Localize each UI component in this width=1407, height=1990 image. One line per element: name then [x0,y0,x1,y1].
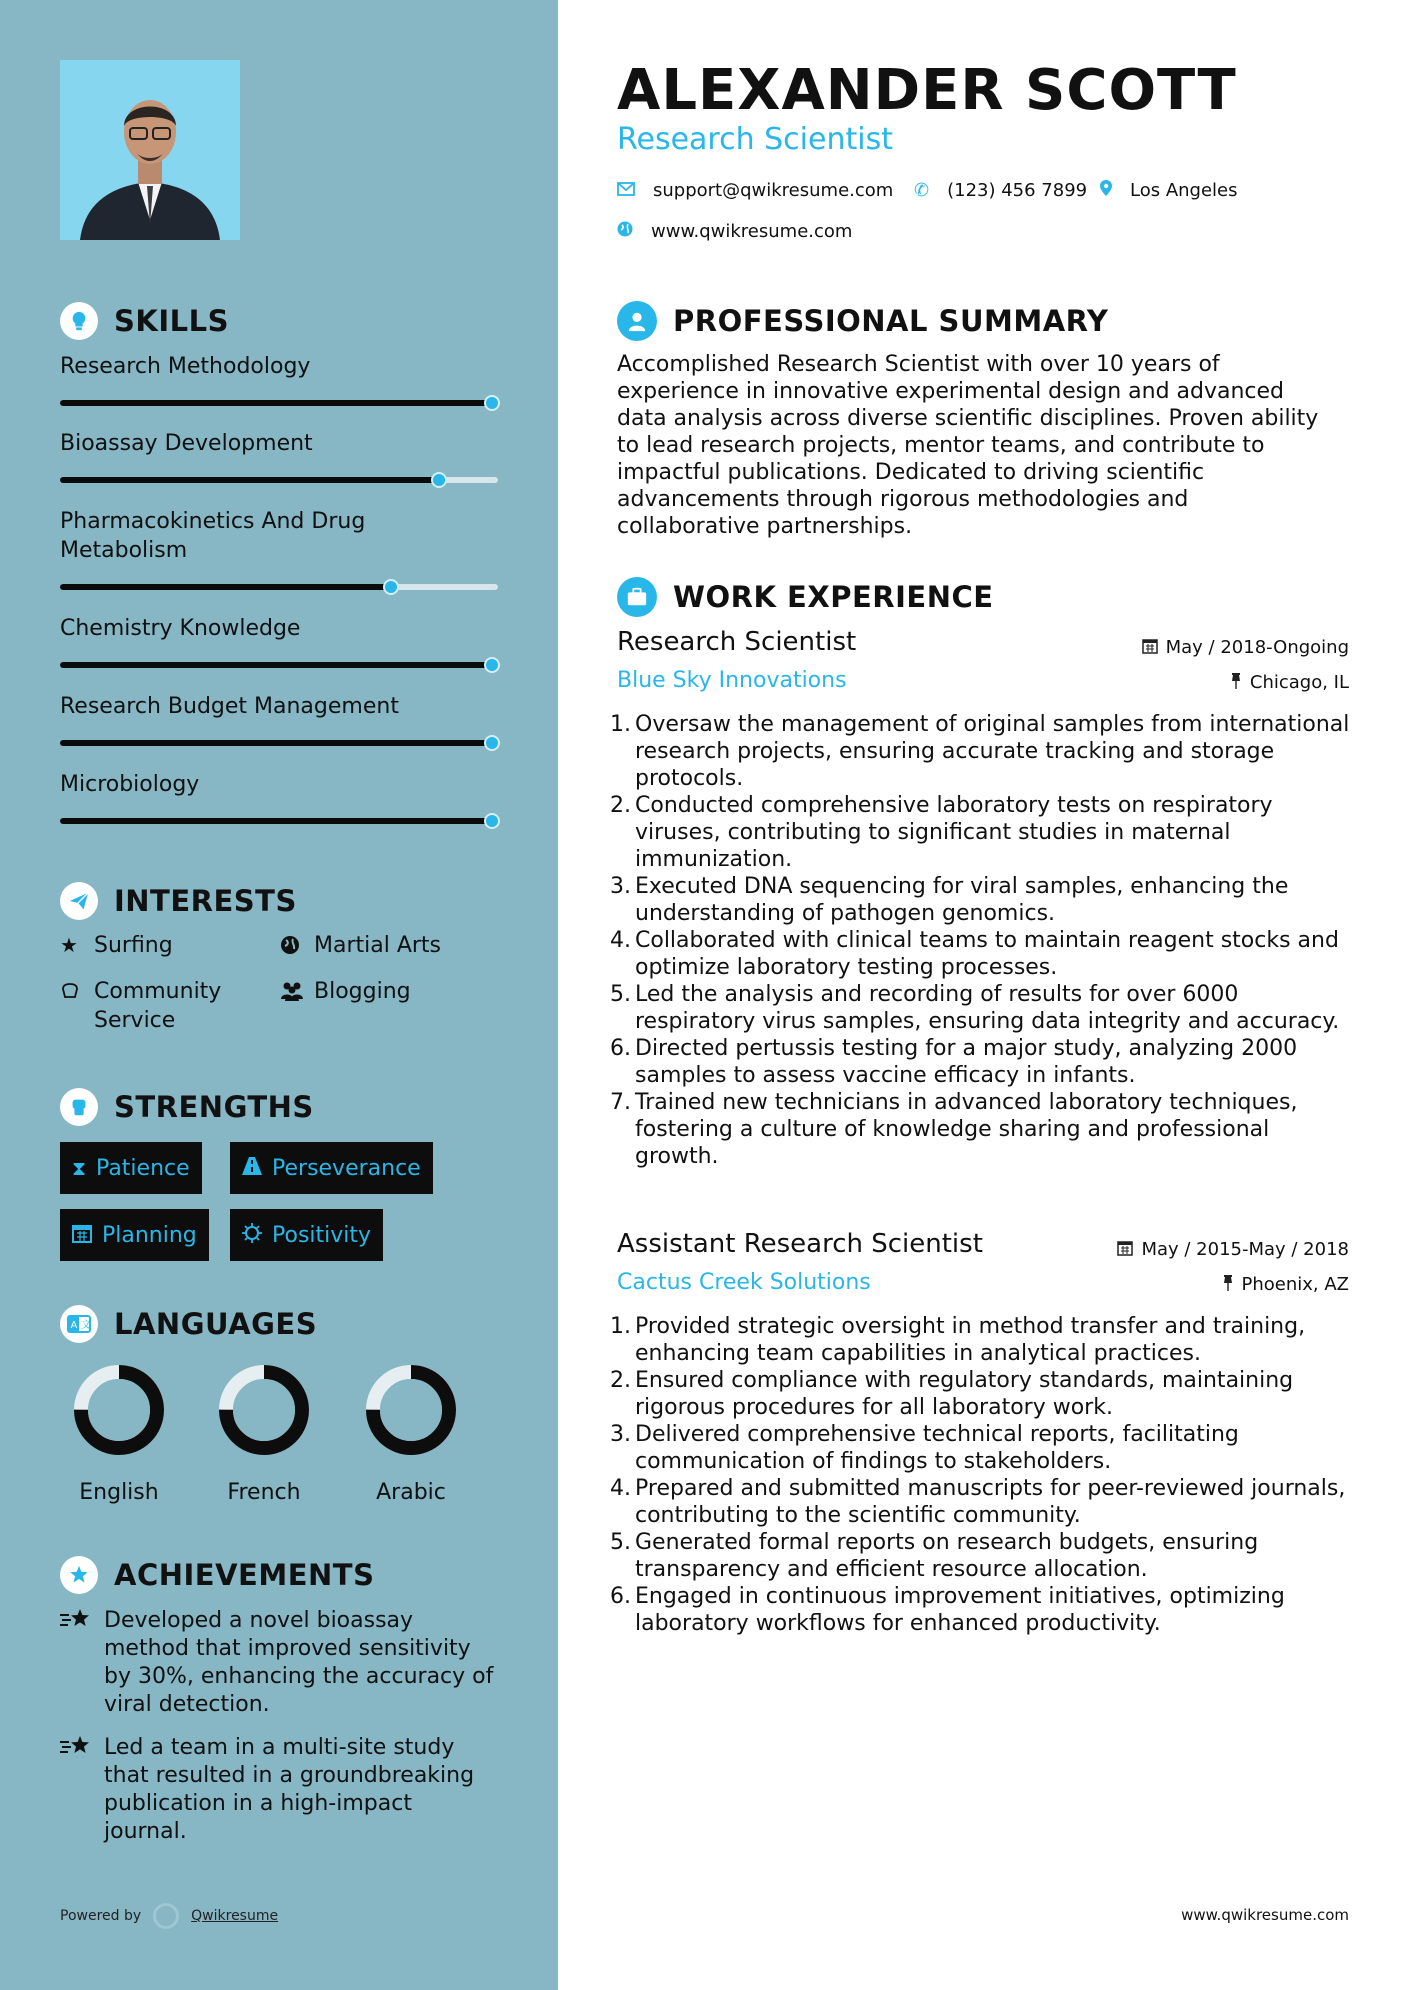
sidebar [0,0,558,1990]
job-bullet-text: Oversaw the management of original samples from international research projects, ensuring accurate tracking and storage protocols. [635,712,1350,791]
star-icon: ★ [60,933,78,957]
contact-website[interactable] [617,221,852,242]
job-location-text: Chicago, IL [1249,672,1349,693]
languages-header [60,1305,317,1343]
experience-header [617,577,994,617]
strength-label: Patience [96,1155,190,1181]
candidate-name: ALEXANDER SCOTT [617,58,1237,123]
strength-label: Perseverance [272,1155,421,1181]
job-bullet: 2. Ensured compliance with regulatory standards, maintaining rigorous procedures for all laboratory work. [610,1367,1350,1421]
skill-bar-fill [60,584,391,590]
skill-bar-knob [484,813,500,829]
fist-icon [60,1088,98,1126]
job-bullet-text: Directed pertussis testing for a major study, analyzing 2000 samples to assess vaccine efficacy in infants. [635,1036,1298,1088]
job-bullet: 4. Prepared and submitted manuscripts for peer-reviewed journals, contributing to the scientific community. [610,1475,1350,1529]
user-icon [617,301,657,341]
interest-label: Blogging [314,979,411,1004]
award-star-icon [60,1556,98,1594]
footer-website[interactable]: www.qwikresume.com [1181,1906,1349,1924]
qwikresume-logo-icon [153,1903,179,1929]
phone-icon: ✆ [914,180,930,201]
globe-icon [280,931,308,960]
job-dates [1142,637,1349,658]
skill-bar-fill [60,740,492,746]
skill-bar-knob [383,579,399,595]
lightbulb-icon [60,302,98,340]
powered-by-label: Powered by [60,1908,142,1924]
interest-item [280,977,500,1006]
interest-item [60,977,260,1035]
interest-label: Martial Arts [314,933,442,958]
job-bullet: 3. Delivered comprehensive technical reports, facilitating communication of findings to stakeholders. [610,1421,1350,1475]
job-bullet: 1. Provided strategic oversight in method transfer and training, enhancing team capabilities in analytical practices. [610,1313,1350,1367]
job-bullet-text: Generated formal reports on research budgets, ensuring transparency and efficient resource allocation. [635,1530,1259,1582]
skill-bar [60,818,498,824]
language-ring [71,1362,167,1458]
skill-label: Research Methodology [60,354,311,379]
skill-bar-knob [484,657,500,673]
svg-text:A: A [70,1320,78,1331]
job-bullet-text: Ensured compliance with regulatory standards, maintaining rigorous procedures for all laboratory work. [635,1368,1294,1420]
strength-badge [230,1142,433,1194]
skill-bar [60,662,498,668]
strengths-header [60,1088,314,1126]
job-location [1222,1274,1350,1295]
skill-label: Research Budget Management [60,694,399,719]
job-company: Cactus Creek Solutions [617,1270,871,1295]
calendar-icon [1142,638,1158,658]
skill-bar [60,740,498,746]
skill-bar-fill [60,662,492,668]
contact-email[interactable] [617,180,893,201]
shooting-star-icon [60,1607,104,1719]
skill-label: Pharmacokinetics And Drug Metabolism [60,509,366,563]
skill-label: Microbiology [60,772,200,797]
location-text: Los Angeles [1130,180,1238,201]
language-ring [216,1362,312,1458]
strength-label: Positivity [272,1222,372,1248]
language-item [209,1362,319,1505]
job-location-text: Phoenix, AZ [1241,1274,1349,1295]
interest-label: Community Service [94,979,222,1033]
achievement-text: Developed a novel bioassay method that improved sensitivity by 30%, enhancing the accuracy of viral detection. [104,1608,494,1717]
shooting-star-icon [60,1734,104,1846]
job-dates [1117,1239,1349,1260]
contact-location [1100,180,1238,201]
language-item [64,1362,174,1505]
language-icon [60,1305,98,1343]
skill-bar-knob [484,395,500,411]
users-icon [280,977,308,1006]
strength-badge [230,1209,383,1261]
briefcase-icon [617,577,657,617]
job-bullet-text: Provided strategic oversight in method transfer and training, enhancing team capabilities in analytical practices. [635,1314,1306,1366]
job-company: Blue Sky Innovations [617,668,847,693]
strength-badge [60,1209,209,1261]
job-location [1230,672,1349,693]
job-bullets [610,711,1350,1170]
profile-photo [60,60,240,240]
skill-bar [60,400,498,406]
person-portrait-icon [60,60,240,240]
achievements-header [60,1556,374,1594]
job-bullet: 5. Led the analysis and recording of results for over 6000 respiratory virus samples, ensuring data integrity and accuracy. [610,981,1350,1035]
job-bullet-text: Trained new technicians in advanced laboratory techniques, fostering a culture of knowledge sharing and professional growth. [635,1090,1298,1169]
qwikresume-link[interactable]: Qwikresume [191,1908,279,1924]
language-label: Arabic [376,1480,446,1505]
achievement-text: Led a team in a multi-site study that resulted in a groundbreaking publication in a high-impact journal. [104,1735,475,1844]
interest-item [60,931,260,960]
road-icon [242,1156,262,1180]
achievement-item [60,1607,500,1719]
job-bullet: 6. Engaged in continuous improvement initiatives, optimizing laboratory workflows for enhanced productivity. [610,1583,1350,1637]
hand-icon [60,977,88,1006]
skill-bar [60,584,498,590]
languages-title: LANGUAGES [114,1307,318,1341]
job-dates-text: May / 2015-May / 2018 [1141,1239,1349,1260]
job-title: Assistant Research Scientist [617,1229,983,1259]
summary-header [617,301,1108,341]
skills-title: SKILLS [114,304,229,338]
skills-header [60,302,229,340]
skill-bar-knob [484,735,500,751]
skill-bar-fill [60,818,492,824]
job-bullet: 2. Conducted comprehensive laboratory tests on respiratory viruses, contributing to significant studies in maternal immunization. [610,792,1350,873]
skill-label: Bioassay Development [60,431,313,456]
email-text: support@qwikresume.com [653,180,894,201]
job-bullet-text: Conducted comprehensive laboratory tests on respiratory viruses, contributing to significant studies in maternal immunization. [635,793,1273,872]
achievement-item [60,1734,500,1846]
skill-bar-fill [60,477,439,483]
pushpin-icon [1222,1275,1234,1295]
globe-icon [617,221,633,242]
strengths-title: STRENGTHS [114,1090,314,1124]
job-bullet: 7. Trained new technicians in advanced laboratory techniques, fostering a culture of knowledge sharing and professional growth. [610,1089,1350,1170]
job-bullet: 3. Executed DNA sequencing for viral samples, enhancing the understanding of pathogen genomics. [610,873,1350,927]
job-bullet: 6. Directed pertussis testing for a major study, analyzing 2000 samples to assess vaccine efficacy in infants. [610,1035,1350,1089]
job-bullet: 4. Collaborated with clinical teams to maintain reagent stocks and optimize laboratory testing processes. [610,927,1350,981]
website-text: www.qwikresume.com [651,221,853,242]
interest-label: Surfing [94,933,173,958]
svg-text:文: 文 [81,1320,91,1331]
job-bullet-text: Led the analysis and recording of results for over 6000 respiratory virus samples, ensuring data integrity and accuracy. [635,982,1340,1034]
candidate-role: Research Scientist [617,122,893,157]
job-bullet-text: Executed DNA sequencing for viral samples, enhancing the understanding of pathogen genomics. [635,874,1289,926]
language-label: English [79,1480,159,1505]
experience-title: WORK EXPERIENCE [673,580,994,614]
job-bullet-text: Collaborated with clinical teams to maintain reagent stocks and optimize laboratory testing processes. [635,928,1339,980]
calendar-icon [1117,1240,1133,1260]
paper-plane-icon [60,882,98,920]
map-marker-icon [1100,180,1112,201]
job-bullet: 5. Generated formal reports on research budgets, ensuring transparency and efficient resource allocation. [610,1529,1350,1583]
interest-item [280,931,500,960]
summary-text: Accomplished Research Scientist with over 10 years of experience in innovative experimental design and advanced data analysis across diverse scientific disciplines. Proven ability to lead research projects, mentor teams, and contribute to impactful publications. Dedicated to driving scientific advancements through rigorous methodologies and collaborative partnerships. [617,352,1319,539]
interests-header [60,882,297,920]
skill-bar-knob [431,472,447,488]
summary-title: PROFESSIONAL SUMMARY [673,304,1109,338]
job-bullet-text: Engaged in continuous improvement initiatives, optimizing laboratory workflows for enhanced productivity. [635,1584,1285,1636]
job-title: Research Scientist [617,627,857,657]
envelope-icon [617,180,635,201]
sun-icon [242,1223,262,1248]
calendar-icon [72,1223,92,1248]
job-bullets [610,1313,1350,1637]
hourglass-icon: ⧗ [72,1156,87,1180]
job-bullet-text: Delivered comprehensive technical reports, facilitating communication of findings to stakeholders. [635,1422,1239,1474]
job-bullet-text: Prepared and submitted manuscripts for peer-reviewed journals, contributing to the scientific community. [635,1476,1346,1528]
strength-label: Planning [102,1222,197,1248]
skill-bar [60,477,498,483]
skill-bar-fill [60,400,492,406]
skill-label: Chemistry Knowledge [60,616,301,641]
language-label: French [227,1480,301,1505]
interests-title: INTERESTS [114,884,297,918]
job-bullet: 1. Oversaw the management of original samples from international research projects, ensuring accurate tracking and storage protocols. [610,712,1350,791]
achievements-title: ACHIEVEMENTS [114,1558,375,1592]
language-ring [363,1362,459,1458]
phone-text: (123) 456 7899 [947,180,1088,201]
powered-by [60,1903,278,1929]
pushpin-icon [1230,673,1242,693]
job-dates-text: May / 2018-Ongoing [1165,637,1349,658]
contact-phone[interactable] [914,180,1087,201]
strength-badge [60,1142,202,1194]
language-item [356,1362,466,1505]
